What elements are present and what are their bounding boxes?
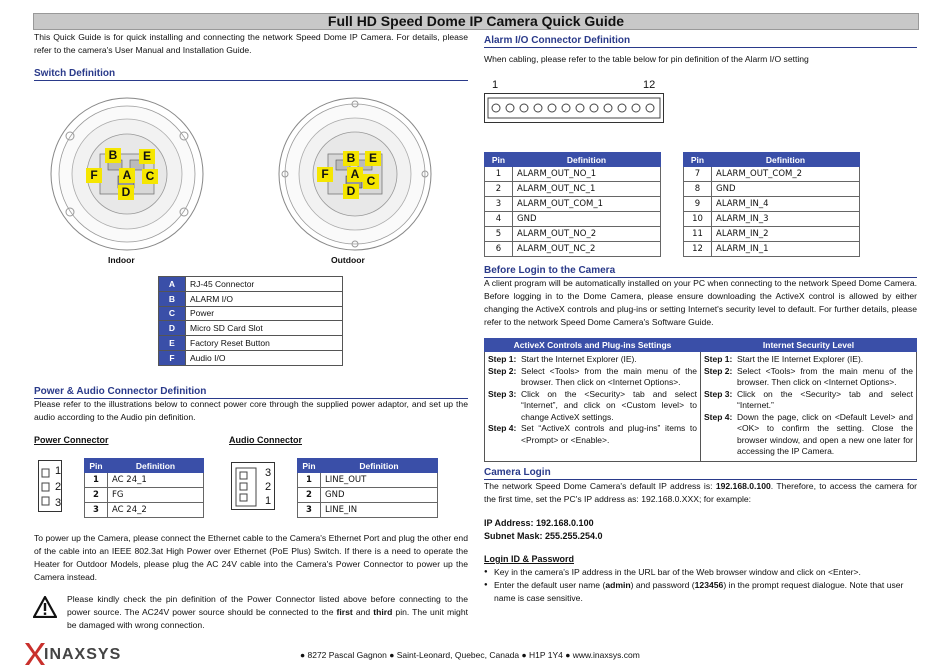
pin-cell: 9: [684, 197, 712, 212]
table-row: [485, 212, 661, 227]
alarm-pin: [604, 104, 612, 112]
col-definition: Definition: [321, 459, 438, 473]
table-row: [485, 242, 661, 257]
step-text: Select <Tools> from the main menu of the browser. Then click on <Internet Options>.: [521, 365, 697, 387]
switch-key: B: [159, 291, 186, 306]
alarm-pin: [562, 104, 570, 112]
warning-part: and: [352, 607, 374, 617]
pin-cell: 1: [298, 473, 321, 488]
alarm-pin: [618, 104, 626, 112]
logo-mark-icon: [20, 641, 46, 667]
alarm-text: When cabling, please refer to the table below for pin definition of the Alarm I/O setting: [484, 54, 809, 64]
alarm-pins-drawing: [485, 94, 663, 122]
step-text: Click on the <Security> tab and select “Internet.”: [737, 388, 913, 410]
pin-cell: 2: [485, 182, 513, 197]
pin-number: 2: [265, 481, 272, 493]
switch-label-e: E: [365, 151, 381, 166]
alarm-table-right: [683, 152, 860, 257]
definition-cell: LINE_OUT: [321, 473, 438, 488]
warning-text: [67, 593, 468, 632]
alarm-pin: [492, 104, 500, 112]
definition-cell: ALARM_IN_2: [712, 227, 860, 242]
switch-key: D: [159, 321, 186, 336]
alarm-pin: [646, 104, 654, 112]
switch-label-f: F: [86, 168, 102, 183]
switch-key: A: [159, 277, 186, 292]
audio-connector-label: Audio Connector: [229, 435, 302, 445]
step-label: Step 3:: [488, 388, 517, 399]
power-up-text: To power up the Camera, please connect the Ethernet cable to the Camera's Ethernet Port and plug the other end of the cable into an IEEE 802.3at High Power over Ethernet (PoE Plus) Switch. If there is a need to operate the Heater for Outdoor Models, please plug the AC 24V cable into the Camera's Power Connector to power up the Camera instead.: [34, 533, 468, 582]
audio-connector-diagram: [231, 462, 275, 510]
step-label: Step 1:: [488, 354, 517, 364]
switch-definition-heading: Switch Definition: [34, 68, 468, 81]
table-row: [485, 227, 661, 242]
camera-login-text: [484, 480, 917, 506]
col-definition: Definition: [108, 459, 204, 473]
definition-cell: AC 24_2: [108, 503, 204, 518]
table-row: [485, 167, 661, 182]
alarm-pin-start: 1: [492, 79, 499, 91]
outdoor-dome-illustration: [276, 96, 434, 251]
pin-cell: 2: [298, 488, 321, 503]
bullet-part: Enter the default user name (: [494, 580, 606, 590]
footer-address: ● 8272 Pascal Gagnon ● Saint-Leonard, Quebec, Canada ● H1P 1Y4 ● www.inaxsys.com: [300, 650, 640, 660]
switch-key: F: [159, 350, 186, 365]
alarm-pin: [576, 104, 584, 112]
list-item: [484, 579, 917, 605]
definition-cell: ALARM_OUT_NO_2: [513, 227, 661, 242]
col-pin: Pin: [684, 153, 712, 167]
pin-cell: 4: [485, 212, 513, 227]
table-row: [159, 291, 343, 306]
switch-value: Factory Reset Button: [186, 336, 343, 351]
definition-cell: ALARM_OUT_NO_1: [513, 167, 661, 182]
step-text: Start the IE Internet Explorer (IE).: [737, 354, 864, 364]
switch-label-f: F: [317, 167, 333, 182]
pin-cell: 3: [298, 503, 321, 518]
step-text: Select <Tools> from the main menu of the browser. Then click on <Internet Options>.: [737, 365, 913, 387]
switch-value: ALARM I/O: [186, 291, 343, 306]
table-row: [684, 182, 860, 197]
pin-cell: 10: [684, 212, 712, 227]
switch-value: Micro SD Card Slot: [186, 321, 343, 336]
alarm-pin: [520, 104, 528, 112]
security-settings-table: [484, 338, 917, 462]
alarm-heading: Alarm I/O Connector Definition: [484, 35, 917, 48]
step-item: [704, 354, 913, 366]
ip-address-line: IP Address: 192.168.0.100: [484, 518, 594, 528]
pin-cell: 1: [85, 473, 108, 488]
alarm-pin: [534, 104, 542, 112]
switch-key: E: [159, 336, 186, 351]
warning-triangle: [33, 596, 57, 618]
step-item: [704, 412, 913, 458]
bullet-part: ) and password (: [630, 580, 695, 590]
switch-label-b: B: [343, 151, 359, 166]
table-row: [159, 350, 343, 365]
col-definition: Definition: [712, 153, 860, 167]
switch-label-c: C: [142, 169, 158, 184]
col-pin: Pin: [485, 153, 513, 167]
alarm-table-left: [484, 152, 661, 257]
step-label: Step 4:: [488, 423, 517, 433]
default-ip: 192.168.0.100: [715, 481, 771, 491]
col-pin: Pin: [298, 459, 321, 473]
alarm-connector-diagram: [484, 93, 664, 123]
step-label: Step 3:: [704, 388, 733, 399]
step-item: [488, 366, 697, 389]
definition-cell: ALARM_IN_1: [712, 242, 860, 257]
power-audio-text: Please refer to the illustrations below to connect power core through the supplied power adaptor, and set up the audio according to the Audio pin definition.: [34, 399, 468, 422]
inaxsys-logo: [20, 641, 130, 669]
alarm-pin: [590, 104, 598, 112]
definition-cell: GND: [712, 182, 860, 197]
table-row: [684, 167, 860, 182]
definition-cell: ALARM_OUT_NC_1: [513, 182, 661, 197]
step-text: Start the Internet Explorer (IE).: [521, 354, 637, 364]
power-pin-table: [84, 458, 204, 518]
page-title: Full HD Speed Dome IP Camera Quick Guide: [33, 13, 919, 30]
pin-cell: 7: [684, 167, 712, 182]
switch-value: Audio I/O: [186, 350, 343, 365]
step-label: Step 1:: [704, 354, 733, 364]
warning-emphasis: third: [373, 607, 393, 617]
table-row: [298, 473, 438, 488]
indoor-label: Indoor: [108, 255, 135, 265]
switch-label-a: A: [119, 168, 135, 183]
step-item: [488, 423, 697, 446]
definition-cell: FG: [108, 488, 204, 503]
before-login-heading: Before Login to the Camera: [484, 265, 917, 278]
table-row: [485, 182, 661, 197]
definition-cell: AC 24_1: [108, 473, 204, 488]
definition-cell: ALARM_IN_4: [712, 197, 860, 212]
step-item: [704, 389, 913, 412]
pin-cell: 3: [485, 197, 513, 212]
switch-key: C: [159, 306, 186, 321]
definition-cell: ALARM_OUT_COM_2: [712, 167, 860, 182]
login-text-part: The network Speed Dome Camera's default IP address is:: [484, 481, 716, 491]
step-item: [704, 366, 913, 389]
definition-cell: ALARM_IN_3: [712, 212, 860, 227]
step-text: Set “ActiveX controls and plug-ins” items to <Prompt> or <Enable>.: [521, 423, 697, 445]
logo-text: INAXSYS: [44, 646, 122, 663]
switch-table: [158, 276, 343, 366]
col-pin: Pin: [85, 459, 108, 473]
pin-cell: 2: [85, 488, 108, 503]
step-text: Click on the <Security> tab and select “Internet”, and click on <Custom level> to change ActiveX settings.: [521, 388, 697, 422]
login-text-part: . Therefore, to access the camera for the first time, set the PC's IP address as: 192.168.0.XXX; for example:: [484, 481, 917, 504]
alarm-pin: [506, 104, 514, 112]
power-connector-diagram: [38, 460, 62, 512]
col-definition: Definition: [513, 153, 661, 167]
default-username: admin: [605, 580, 631, 590]
step-item: [488, 389, 697, 424]
step-label: Step 2:: [704, 365, 733, 376]
switch-label-d: D: [343, 184, 359, 199]
login-bullets: [484, 566, 917, 605]
step-label: Step 2:: [488, 365, 517, 376]
warning-emphasis: first: [336, 607, 353, 617]
definition-cell: ALARM_OUT_NC_2: [513, 242, 661, 257]
pin-cell: 11: [684, 227, 712, 242]
switch-value: RJ-45 Connector: [186, 277, 343, 292]
before-login-text: A client program will be automatically installed on your PC when connecting to the network Speed Dome Camera. Before logging in to the Dome Camera, please ensure downloading the ActiveX control is allowed by either changing the ActiveX controls and plug-ins or setting Internet's security level to default. For further details, please refer to the network Speed Dome Camera's Software Guide.: [484, 278, 917, 327]
switch-label-d: D: [118, 185, 134, 200]
step-text: Down the page, click on <Default Level> and <OK> to confirm the setting. Close the browser window, and open a new one later for accessing the IP Camera.: [737, 411, 913, 456]
table-row: [85, 488, 204, 503]
pin-number: 2: [55, 481, 62, 493]
table-row: [485, 197, 661, 212]
table-row: [684, 197, 860, 212]
pin-number: 3: [265, 467, 272, 479]
table-row: [684, 212, 860, 227]
table-row: [298, 488, 438, 503]
power-audio-heading: Power & Audio Connector Definition: [34, 386, 468, 399]
pin-cell: 8: [684, 182, 712, 197]
login-id-heading: Login ID & Password: [484, 554, 575, 564]
pin-cell: 5: [485, 227, 513, 242]
switch-label-c: C: [363, 174, 379, 189]
warning-part: pin. The unit might be damaged with wrong connection.: [67, 607, 468, 630]
alarm-pin-end: 12: [643, 79, 656, 91]
outdoor-label: Outdoor: [331, 255, 365, 265]
table-row: [85, 503, 204, 518]
switch-label-a: A: [347, 167, 363, 182]
camera-login-heading: Camera Login: [484, 467, 917, 480]
table-row: [684, 227, 860, 242]
definition-cell: GND: [321, 488, 438, 503]
step-label: Step 4:: [704, 411, 733, 422]
table-row: [159, 336, 343, 351]
audio-pin-table: [297, 458, 438, 518]
table-row: [159, 277, 343, 292]
security-level-steps: [701, 352, 917, 462]
pin-number: 1: [265, 495, 272, 507]
bullet-part: ) in the prompt request dialogue. Note that user name is case sensitive.: [494, 580, 904, 603]
table-row: [298, 503, 438, 518]
pin-number: 3: [55, 497, 62, 509]
warning-part: Please kindly check the pin definition of the Power Connector listed above before connecting to the power source. The AC24V power source should be connected to the: [67, 594, 468, 617]
step-item: [488, 354, 697, 366]
pin-cell: 3: [85, 503, 108, 518]
pin-cell: 1: [485, 167, 513, 182]
power-connector-label: Power Connector: [34, 435, 109, 445]
table-row: [159, 306, 343, 321]
switch-label-b: B: [105, 148, 121, 163]
switch-value: Power: [186, 306, 343, 321]
subnet-mask-line: Subnet Mask: 255.255.254.0: [484, 531, 603, 541]
table-row: [85, 473, 204, 488]
default-password: 123456: [694, 580, 724, 590]
pin-cell: 12: [684, 242, 712, 257]
alarm-pin: [632, 104, 640, 112]
switch-label-e: E: [139, 149, 155, 164]
warning-icon: [33, 596, 57, 618]
pin-cell: 6: [485, 242, 513, 257]
table-row: [684, 242, 860, 257]
indoor-dome-illustration: [48, 96, 206, 251]
alarm-pin: [548, 104, 556, 112]
definition-cell: LINE_IN: [321, 503, 438, 518]
definition-cell: ALARM_OUT_COM_1: [513, 197, 661, 212]
intro-text: This Quick Guide is for quick installing and connecting the network Speed Dome IP Camera. For details, please refer to the camera's User Manual and Installation Guide.: [34, 32, 468, 55]
col-activex: ActiveX Controls and Plug-ins Settings: [485, 339, 701, 352]
pin-number: 1: [55, 465, 62, 477]
list-item: ● Key in the camera's IP address in the URL bar of the Web browser window and click on <Enter>.: [484, 566, 917, 579]
activex-steps: [485, 352, 701, 462]
col-security-level: Internet Security Level: [701, 339, 917, 352]
definition-cell: GND: [513, 212, 661, 227]
table-row: [159, 321, 343, 336]
